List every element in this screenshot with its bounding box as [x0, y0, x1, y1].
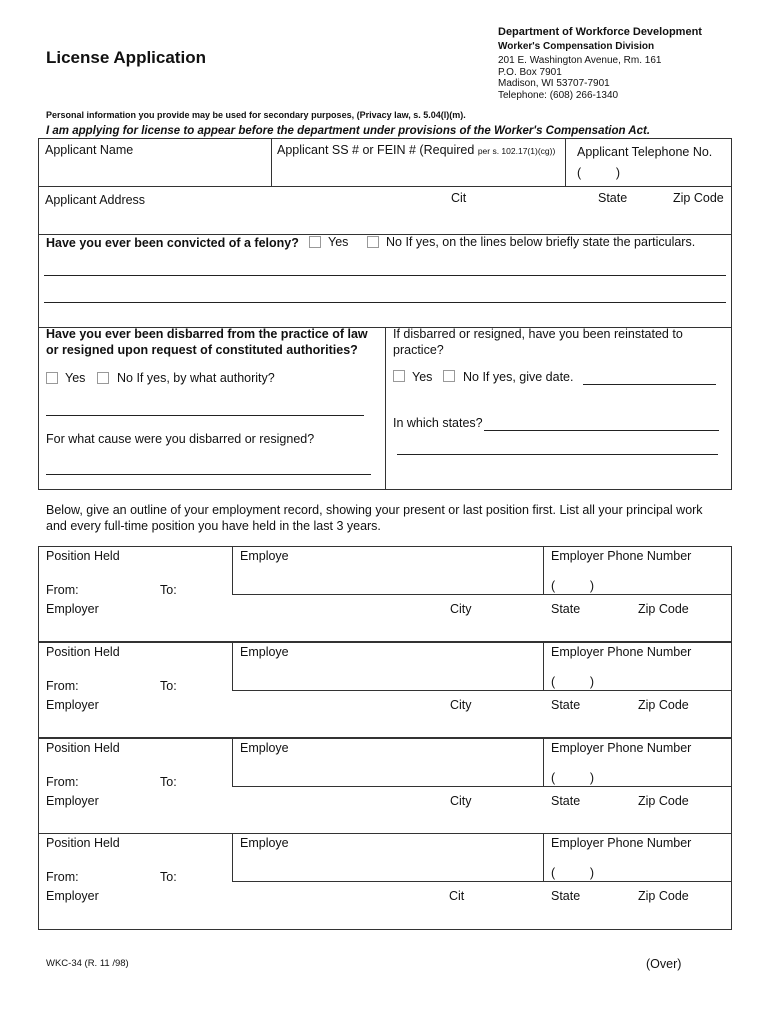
felony-line-1[interactable]: [44, 275, 726, 276]
dept-name: Department of Workforce Development: [498, 26, 702, 38]
division-name: Worker's Compensation Division: [498, 41, 655, 52]
felony-yes-checkbox[interactable]: [309, 236, 321, 248]
employer-phone-label: Employer Phone Number: [551, 549, 692, 563]
employer-state-label: State: [551, 602, 581, 616]
employer-phone-parens: ( ): [551, 579, 595, 593]
employer-label: Employe: [240, 549, 289, 563]
dept-address-3: Madison, WI 53707-7901: [498, 78, 610, 89]
form-id: WKC-34 (R. 11 /98): [46, 958, 129, 969]
applicant-ss-label: Applicant SS # or FEIN # (Required per s. 102.17(1)(cg)): [277, 143, 556, 157]
reinstated-question: If disbarred or resigned, have you been reinstated to practice?: [393, 327, 683, 357]
reinstated-yes-checkbox[interactable]: [393, 370, 405, 382]
to-label: To:: [160, 679, 177, 693]
applicant-name-label: Applicant Name: [45, 143, 134, 157]
over-label: (Over): [646, 957, 682, 971]
employer-zip-label: Zip Code: [638, 602, 689, 616]
reinstated-no-label: No If yes, give date.: [463, 370, 574, 384]
from-label: From:: [46, 583, 79, 597]
disbar-question: Have you ever been disbarred from the practice of law or resigned upon request of constituted authorities?: [46, 327, 368, 357]
privacy-notice: Personal information you provide may be used for secondary purposes, (Privacy law, s. 5.04(l)(m).: [46, 110, 466, 120]
employer-phone-label: Employer Phone Number: [551, 645, 692, 659]
employer-address-label: Employer: [46, 602, 99, 616]
disbar-no-checkbox[interactable]: [97, 372, 109, 384]
disbar-cause-line[interactable]: [46, 474, 371, 475]
felony-no-checkbox[interactable]: [367, 236, 379, 248]
felony-no-label: No If yes, on the lines below briefly state the particulars.: [386, 235, 696, 249]
employer-city-label: City: [450, 602, 472, 616]
employer-phone-label: Employer Phone Number: [551, 836, 692, 850]
employer-phone-parens: ( ): [551, 771, 595, 785]
applicant-state-label: State: [598, 191, 628, 205]
to-label: To:: [160, 775, 177, 789]
employer-address-label: Employer: [46, 698, 99, 712]
position-held-label: Position Held: [46, 741, 120, 755]
employer-label: Employe: [240, 741, 289, 755]
applicant-phone-parens: ( ): [577, 166, 621, 180]
employer-city-label: City: [450, 698, 472, 712]
page-title: License Application: [46, 48, 206, 67]
to-label: To:: [160, 583, 177, 597]
position-held-label: Position Held: [46, 836, 120, 850]
employer-zip-label: Zip Code: [638, 698, 689, 712]
employer-city-label: City: [450, 794, 472, 808]
applicant-address-label: Applicant Address: [45, 193, 146, 207]
reinstated-yes-label: Yes: [412, 370, 433, 384]
disbar-authority-line[interactable]: [46, 415, 364, 416]
employment-intro: Below, give an outline of your employment record, showing your present or last position first. List all your principal work and every full-time position you have held in the last 3 years.: [46, 503, 703, 533]
employer-label: Employe: [240, 645, 289, 659]
applicant-city-label: Cit: [451, 191, 467, 205]
position-held-label: Position Held: [46, 549, 120, 563]
employer-zip-label: Zip Code: [638, 889, 689, 903]
applicant-phone-label: Applicant Telephone No.: [577, 145, 713, 159]
from-label: From:: [46, 775, 79, 789]
dept-phone: Telephone: (608) 266-1340: [498, 90, 619, 101]
from-label: From:: [46, 679, 79, 693]
felony-line-2[interactable]: [44, 302, 726, 303]
disbar-yes-label: Yes: [65, 371, 86, 385]
reinstated-date-line[interactable]: [583, 384, 716, 385]
employer-state-label: State: [551, 698, 581, 712]
employer-address-label: Employer: [46, 889, 99, 903]
employer-phone-parens: ( ): [551, 866, 595, 880]
dept-address-2: P.O. Box 7901: [498, 67, 562, 78]
felony-yes-label: Yes: [328, 235, 349, 249]
employer-state-label: State: [551, 889, 581, 903]
reinstated-no-checkbox[interactable]: [443, 370, 455, 382]
employer-phone-parens: ( ): [551, 675, 595, 689]
dept-address-1: 201 E. Washington Avenue, Rm. 161: [498, 55, 662, 66]
position-held-label: Position Held: [46, 645, 120, 659]
disbar-cause-label: For what cause were you disbarred or resigned?: [46, 432, 315, 446]
states-line-2[interactable]: [397, 454, 718, 455]
applicant-zip-label: Zip Code: [673, 191, 724, 205]
from-label: From:: [46, 870, 79, 884]
disbar-no-label: No If yes, by what authority?: [117, 371, 275, 385]
employer-phone-label: Employer Phone Number: [551, 741, 692, 755]
applicant-section: [38, 138, 732, 328]
employer-label: Employe: [240, 836, 289, 850]
felony-question: Have you ever been convicted of a felony?: [46, 236, 299, 250]
states-line-1[interactable]: [484, 430, 719, 431]
employer-state-label: State: [551, 794, 581, 808]
to-label: To:: [160, 870, 177, 884]
application-statement: I am applying for license to appear before the department under provisions of the Worker's Compensation Act.: [46, 125, 651, 137]
employer-address-label: Employer: [46, 794, 99, 808]
employer-city-label: Cit: [449, 889, 465, 903]
employer-zip-label: Zip Code: [638, 794, 689, 808]
disbar-yes-checkbox[interactable]: [46, 372, 58, 384]
states-label: In which states?: [393, 416, 483, 430]
